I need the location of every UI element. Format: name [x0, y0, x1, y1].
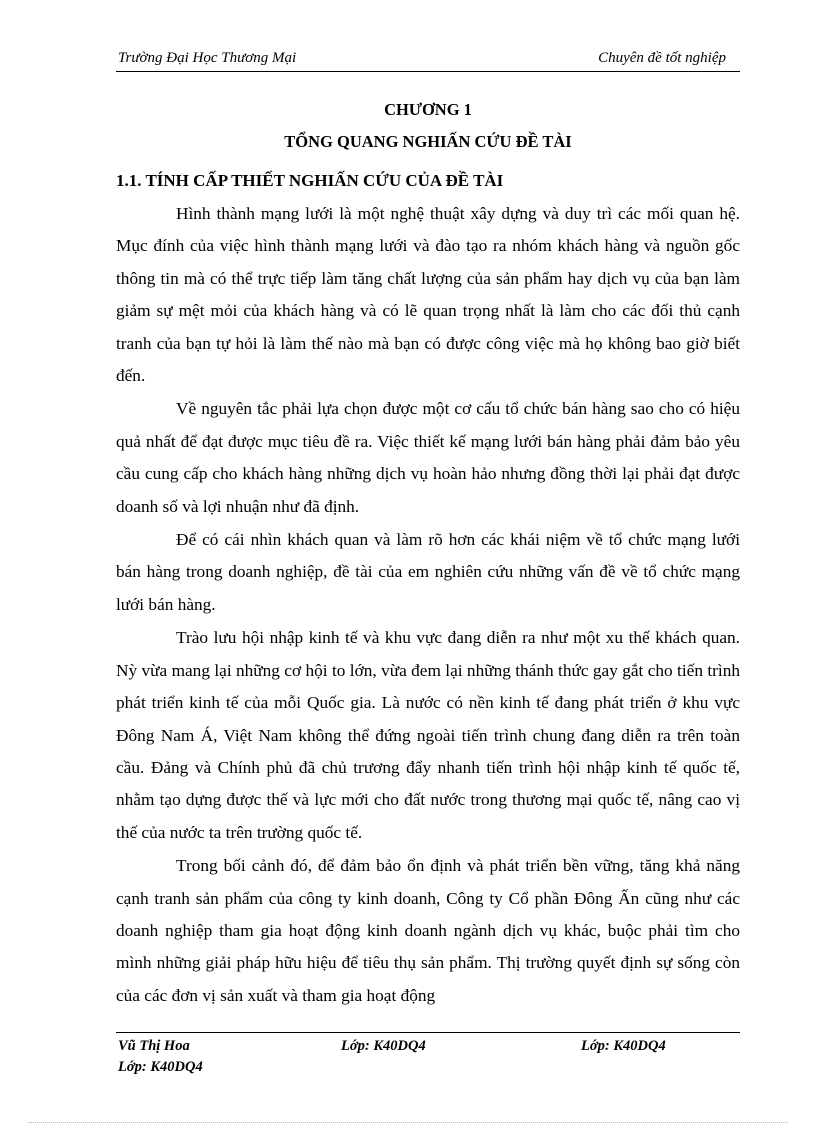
footer-author: Vũ Thị Hoa — [118, 1038, 190, 1054]
footer-class: Lớp: K40DQ4 — [341, 1038, 426, 1054]
paragraph: Trong bối cảnh đó, để đảm bảo ổn định và phát triển bền vững, tăng khả năng cạnh tranh sản phẩm của công ty kinh doanh, Công ty Cổ phần Đông Ấn cũng như các doanh nghiệp tham gia hoạt động kinh doanh ngành dịch vụ khác, buộc phải tìm cho mình những giải pháp hữu hiệu để tiêu thụ sản phẩm. Thị trường quyết định sự sống còn của các đơn vị sản xuất và tham gia hoạt động — [116, 856, 740, 1005]
header-doc-type: Chuyên đề tốt nghiệp — [598, 50, 726, 66]
section-heading: 1.1. TÍNH CẤP THIẾT NGHIẤN CỨU CỦA ĐỀ TÀI — [116, 171, 504, 190]
page-footer — [116, 1032, 740, 1075]
chapter-title: TỔNG QUANG NGHIẤN CỨU ĐỀ TÀI — [284, 132, 572, 151]
paragraph: Trào lưu hội nhập kinh tế và khu vực đang diễn ra như một xu thế khách quan. Nỳ vừa mang lại những cơ hội to lớn, vừa đem lại những thánh thức gay gắt cho tiến trình phát triển kinh tế của mỗi Quốc gia. Là nước có nền kinh tế đang phát triển ở khu vực Đông Nam Á, Việt Nam không thể đứng ngoài tiến trình chung đang diễn ra trên toàn cầu. Đảng và Chính phủ đã chủ trương đẩy nhanh tiến trình hội nhập kinh tế quốc tế, nhằm tạo dựng được thế và lực mới cho đất nước trong thương mại quốc tế, nâng cao vị thế của nước ta trên trường quốc tế. — [116, 628, 740, 842]
footer-class: Lớp: K40DQ4 — [581, 1038, 666, 1054]
footer-class: Lớp: K40DQ4 — [118, 1059, 203, 1075]
paragraph: Hình thành mạng lưới là một nghệ thuật xây dựng và duy trì các mối quan hệ. Mục đính của việc hình thành mạng lưới và đào tạo ra nhóm khách hàng và nguồn gốc thông tin mà có thể trực tiếp làm tăng chất lượng của sản phẩm hay dịch vụ của bạn làm giảm sự mệt mỏi của khách hàng và có lẽ quan trọng nhất là làm cho các đối thủ cạnh tranh của bạn tự hỏi là làm thế nào mà bạn có được công việc mà họ không bao giờ biết đến. — [116, 204, 740, 386]
paragraph: Về nguyên tắc phải lựa chọn được một cơ cấu tổ chức bán hàng sao cho có hiệu quả nhất để đạt được mục tiêu đề ra. Việc thiết kế mạng lưới bán hàng phải đảm bảo yêu cầu cung cấp cho khách hàng những dịch vụ hoàn hảo nhưng đồng thời lại phải đạt được doanh số và lợi nhuận như đã định. — [116, 399, 740, 516]
page-header — [116, 47, 740, 72]
body-text — [116, 198, 740, 1013]
paragraph: Để có cái nhìn khách quan và làm rõ hơn các khái niệm về tổ chức mạng lưới bán hàng trong doanh nghiệp, đề tài của em nghiên cứu những vấn đề về tổ chức mạng lưới bán hàng. — [116, 530, 740, 614]
header-school: Trường Đại Học Thương Mại — [118, 50, 297, 66]
chapter-number: CHƯƠNG 1 — [384, 100, 472, 119]
